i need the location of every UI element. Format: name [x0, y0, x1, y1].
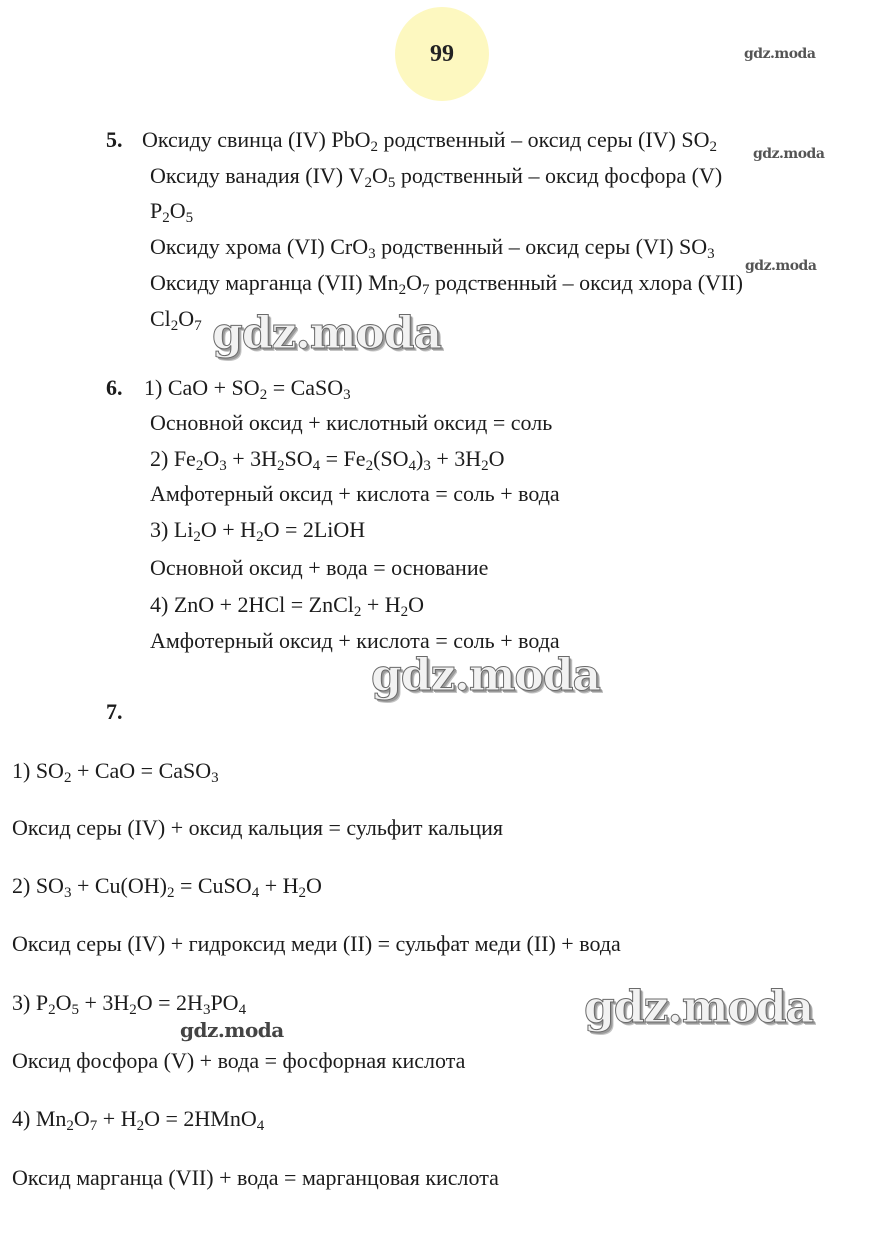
- watermark-top-right: gdz.moda: [744, 46, 816, 62]
- task-7-equation: 1) $SO_2$ + CaO = CaSO$_3$: [12, 758, 219, 786]
- task-6-description: Амфотерный оксид + кислота = соль + вода: [150, 628, 560, 653]
- task-6-equation: 2) $Fe_2O_3 + 3H_2SO_4 = Fe_2(SO_4)_3 + 3H_2O$: [150, 446, 505, 474]
- task-5-line: $Cl_2O_7$: [150, 306, 202, 334]
- task-6-equation: 4) ZnO + 2HCl = ZnCl$_2$ + $H_2O$: [150, 592, 425, 620]
- task-6-description: Основной оксид + кислотный оксид = соль: [150, 410, 553, 435]
- page-number: 99: [395, 7, 489, 101]
- task-7-description: Оксид серы (IV) + оксид кальция = сульфит кальция: [12, 815, 504, 840]
- task-7-number: 7.: [106, 699, 123, 724]
- watermark-large: gdz.moda: [212, 308, 442, 359]
- task-7-equation: 4) $Mn_2O_7 + H_2O$ = 2HMnO$_4$: [12, 1106, 265, 1134]
- watermark-large: gdz.moda: [371, 650, 601, 701]
- task-6-description: Амфотерный оксид + кислота = соль + вода: [150, 481, 560, 506]
- task-7-equation: 2) $SO_3 + Cu(OH)_2$ = CuSO$_4$ + $H_2O$: [12, 873, 322, 901]
- task-5-line: Оксиду ванадия (IV) $V_2O_5$ родственный – оксид фосфора (V): [150, 163, 723, 191]
- task-5-number: 5.: [106, 127, 123, 152]
- task-5-line: Оксиду свинца (IV) PbO$_2$ родственный – оксид серы (IV) $SO_2$: [142, 127, 718, 155]
- watermark-small: gdz.moda: [753, 146, 825, 162]
- task-5-line: Оксиду марганца (VII) $Mn_2O_7$ родственный – оксид хлора (VII): [150, 270, 743, 298]
- task-6-number: 6.: [106, 375, 123, 400]
- watermark-large: gdz.moda: [584, 982, 814, 1033]
- watermark-small: gdz.moda: [180, 1018, 284, 1042]
- task-7-equation: 3) $P_2O_5 + 3H_2O = 2H_3PO_4$: [12, 990, 247, 1018]
- watermark-small: gdz.moda: [745, 258, 817, 274]
- task-7-description: Оксид марганца (VII) + вода = марганцовая кислота: [12, 1165, 499, 1190]
- task-5-line: Оксиду хрома (VI) CrO$_3$ родственный – оксид серы (VI) $SO_3$: [150, 234, 715, 262]
- task-6-equation: 1) CaO + $SO_2$ = CaSO$_3$: [144, 375, 351, 403]
- task-5-line: $P_2O_5$: [150, 198, 194, 226]
- task-6-description: Основной оксид + вода = основание: [150, 555, 489, 580]
- task-7-description: Оксид фосфора (V) + вода = фосфорная кислота: [12, 1048, 466, 1073]
- task-7-description: Оксид серы (IV) + гидроксид меди (II) = сульфат меди (II) + вода: [12, 931, 621, 956]
- task-6-equation: 3) $Li_2O + H_2O$ = 2LiOH: [150, 517, 366, 545]
